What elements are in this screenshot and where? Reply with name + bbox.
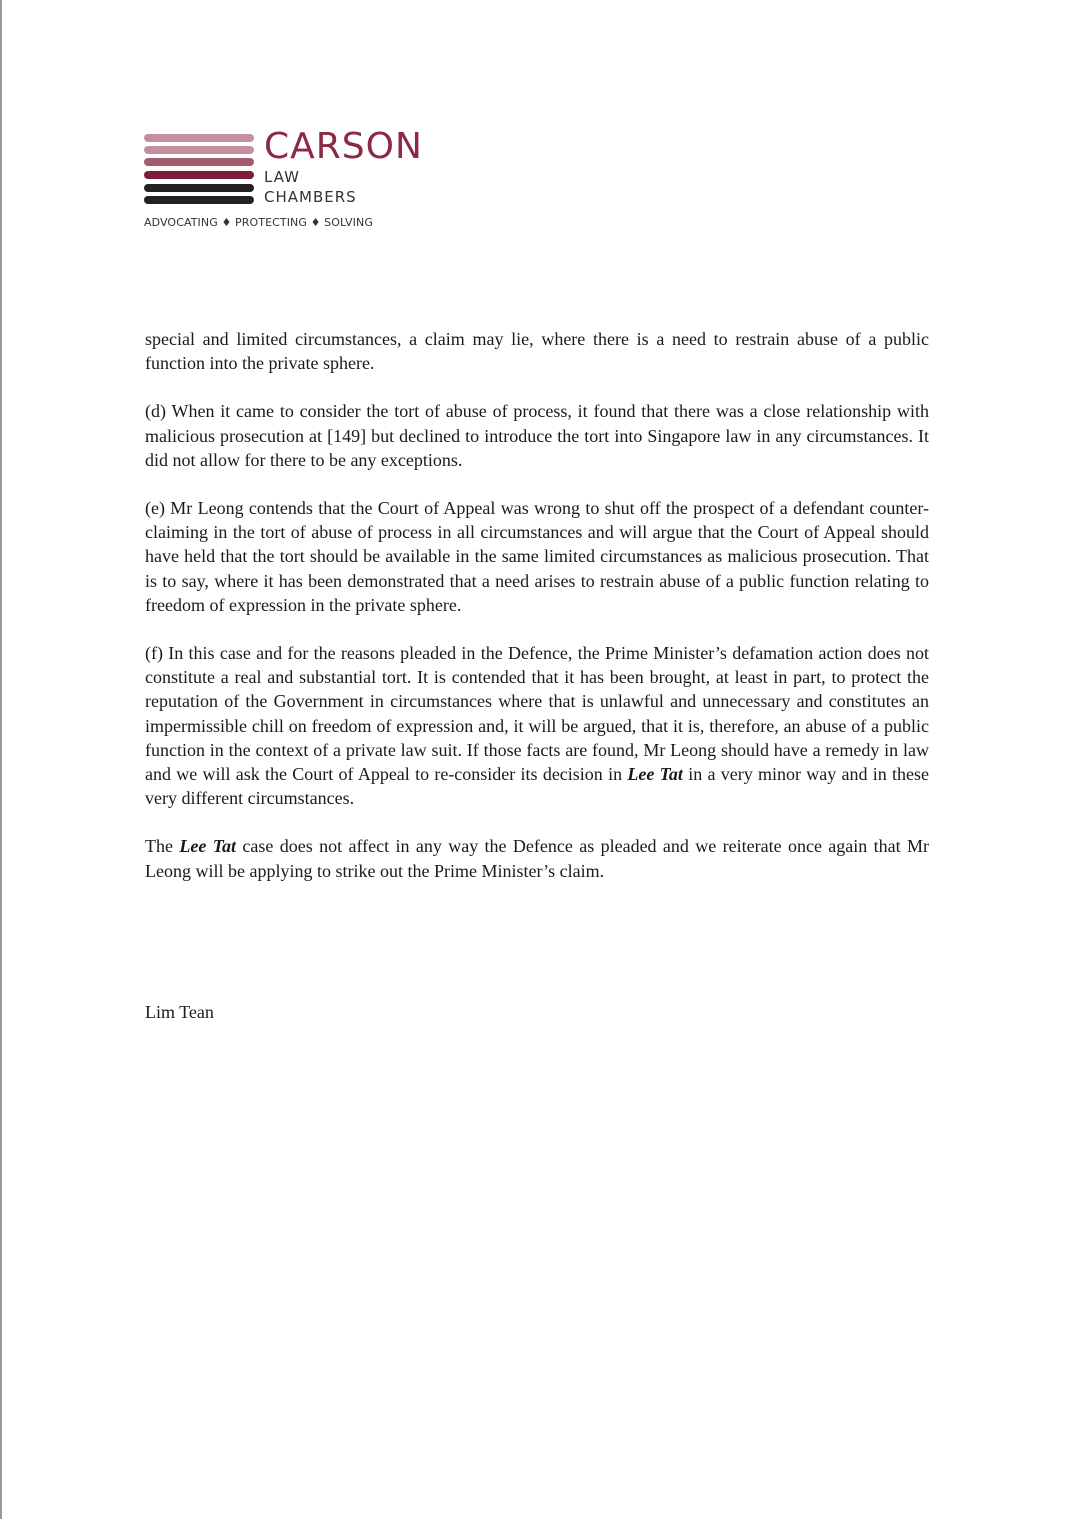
paragraph-f bbox=[145, 641, 929, 810]
firm-tagline: ADVOCATING ♦ PROTECTING ♦ SOLVING bbox=[144, 216, 373, 229]
logo-bars-icon bbox=[144, 134, 256, 204]
logo-bar-6 bbox=[144, 196, 254, 204]
firm-name-line1: LAW bbox=[264, 168, 300, 186]
paragraph-d: (d) When it came to consider the tort of abuse of process, it found that there was a close relationship with malicious prosecution at [149] but declined to introduce the tort into Singapore law in any circumstances. It did not allow for there to be any exceptions. bbox=[145, 401, 929, 470]
case-name: Lee Tat bbox=[179, 836, 237, 857]
logo-bar-1 bbox=[144, 134, 254, 142]
paragraph-f-text-end: in a very minor way and in these very different circumstances. bbox=[145, 764, 929, 809]
firm-name-line2: CHAMBERS bbox=[264, 188, 357, 206]
letterhead-logo bbox=[144, 126, 464, 231]
paragraph-f-text: (f) In this case and for the reasons pleaded in the Defence, the Prime Minister’s defamation action does not constitute a real and substantial tort. It is contended that it has been brought, at least in part, to protect the reputation of the Government in circumstances where that is unlawful and unnecessary and constitutes an impermissible chill on freedom of expression and, it will be argued, that it is, therefore, an abuse of a public function in the context of a private law suit. If those facts are found, Mr Leong should have a remedy in law and we will ask the Court of Appeal to re-consider its decision in bbox=[145, 643, 929, 785]
case-name: Lee Tat bbox=[627, 764, 683, 785]
paragraph-continuation: special and limited circumstances, a claim may lie, where there is a need to restrain abuse of a public function into the private sphere. bbox=[145, 329, 929, 374]
logo-bar-5 bbox=[144, 184, 254, 192]
signature: Lim Tean bbox=[145, 1002, 214, 1022]
paragraph-conclusion-start: The bbox=[145, 836, 180, 857]
letter-body bbox=[145, 327, 929, 907]
firm-name: CARSON bbox=[264, 126, 423, 167]
logo-bar-4 bbox=[144, 171, 254, 179]
page-edge bbox=[0, 0, 2, 1519]
paragraph-conclusion bbox=[145, 834, 929, 882]
paragraph-conclusion-text: case does not affect in any way the Defence as pleaded and we reiterate once again that Mr Leong will be applying to strike out the Prime Minister’s claim. bbox=[145, 836, 929, 881]
paragraph-e: (e) Mr Leong contends that the Court of Appeal was wrong to shut off the prospect of a defendant counter-claiming in the tort of abuse of process in all circumstances and will argue that the Court of Appeal should have held that the tort should be available in the same limited circumstances as malicious prosecution. That is to say, where it has been demonstrated that a need arises to restrain abuse of a public function relating to freedom of expression in the private sphere. bbox=[145, 498, 929, 615]
logo-bar-3 bbox=[144, 158, 254, 166]
logo-bar-2 bbox=[144, 146, 254, 154]
